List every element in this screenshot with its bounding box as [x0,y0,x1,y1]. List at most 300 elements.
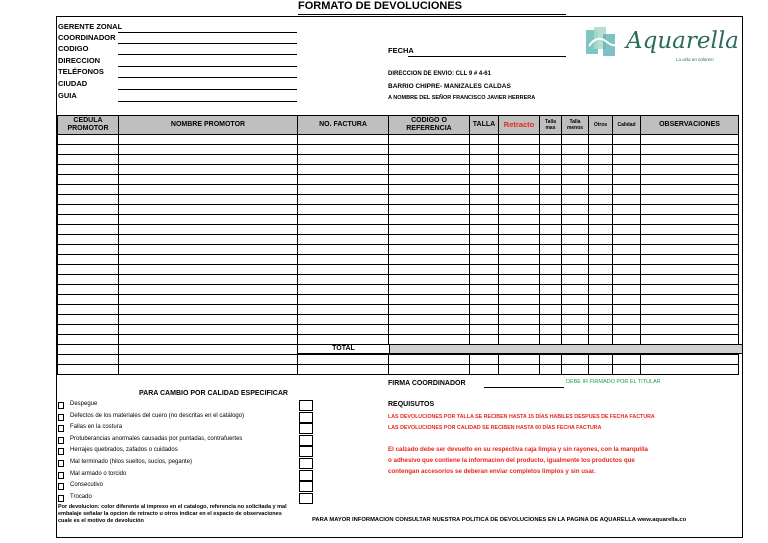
table-cell[interactable] [119,255,298,265]
table-cell[interactable] [613,315,641,325]
table-cell[interactable] [562,305,589,315]
quality-option [58,399,244,411]
table-cell[interactable] [540,285,562,295]
table-cell[interactable] [589,315,613,325]
table-cell[interactable] [470,235,499,245]
quality-checkbox[interactable] [299,481,313,492]
table-cell[interactable] [562,175,589,185]
table-cell[interactable] [58,135,119,145]
table-cell[interactable] [58,365,119,375]
quality-checkbox[interactable] [299,493,313,504]
table-cell[interactable] [499,185,540,195]
table-cell[interactable] [641,355,739,365]
table-cell[interactable] [562,265,589,275]
table-cell[interactable] [470,205,499,215]
table-cell[interactable] [562,195,589,205]
table-cell[interactable] [641,165,739,175]
table-cell[interactable] [540,145,562,155]
table-cell[interactable] [389,175,470,185]
table-cell[interactable] [589,285,613,295]
table-cell[interactable] [470,225,499,235]
table-cell[interactable] [540,245,562,255]
quality-checkbox[interactable] [299,446,313,457]
table-cell[interactable] [641,135,739,145]
bullet-icon [58,425,64,432]
table-cell[interactable] [562,205,589,215]
table-row [58,235,739,245]
table-cell[interactable] [613,135,641,145]
table-cell[interactable] [562,255,589,265]
signature-line[interactable] [484,387,564,388]
table-cell[interactable] [499,355,540,365]
table-cell[interactable] [589,355,613,365]
table-cell[interactable] [540,205,562,215]
table-cell[interactable] [562,295,589,305]
table-cell[interactable] [389,305,470,315]
table-cell[interactable] [298,325,389,335]
table-cell[interactable] [470,185,499,195]
table-cell[interactable] [613,305,641,315]
table-cell[interactable] [562,185,589,195]
table-cell[interactable] [641,225,739,235]
table-cell[interactable] [613,195,641,205]
table-cell[interactable] [589,155,613,165]
table-cell[interactable] [613,325,641,335]
table-cell[interactable] [499,235,540,245]
table-cell[interactable] [389,205,470,215]
table-cell[interactable] [298,145,389,155]
table-cell[interactable] [562,155,589,165]
table-cell[interactable] [119,365,298,375]
table-cell[interactable] [470,315,499,325]
table-cell[interactable] [298,315,389,325]
table-cell[interactable] [58,275,119,285]
table-cell[interactable] [499,315,540,325]
fecha-input[interactable] [408,56,566,57]
table-cell[interactable] [119,305,298,315]
table-cell[interactable] [613,275,641,285]
table-cell[interactable] [613,215,641,225]
quality-note: Por devolucion: color diferente al impreso en el catalogo, referencia no solicitada y mal embalaje señalar la opcion de retracto u otros indicar en el espacio de observaciones cuale es el motivo de devolución [58,504,287,524]
table-cell[interactable] [613,155,641,165]
table-cell[interactable] [540,275,562,285]
table-cell[interactable] [58,355,119,365]
table-cell[interactable] [499,135,540,145]
table-row [58,285,739,295]
table-cell[interactable] [589,275,613,285]
header-field-input[interactable] [118,43,297,44]
table-cell[interactable] [58,255,119,265]
table-cell[interactable] [470,275,499,285]
table-cell[interactable] [298,175,389,185]
table-cell[interactable] [562,215,589,225]
table-cell[interactable] [540,265,562,275]
table-cell[interactable] [58,285,119,295]
table-cell[interactable] [499,275,540,285]
table-cell[interactable] [499,305,540,315]
table-cell[interactable] [389,365,470,375]
table-cell[interactable] [119,135,298,145]
table-cell[interactable] [540,135,562,145]
table-cell[interactable] [641,235,739,245]
table-cell[interactable] [641,195,739,205]
quality-option [58,445,244,457]
table-cell[interactable] [499,365,540,375]
table-cell[interactable] [499,225,540,235]
header-field-input[interactable] [118,89,297,90]
table-cell[interactable] [562,355,589,365]
table-cell[interactable] [540,355,562,365]
table-cell[interactable] [499,165,540,175]
table-cell[interactable] [499,255,540,265]
table-cell[interactable] [119,355,298,365]
table-cell[interactable] [298,205,389,215]
table-cell[interactable] [389,195,470,205]
table-cell[interactable] [298,155,389,165]
aquarella-logo-icon [585,26,625,63]
table-cell[interactable] [589,135,613,145]
table-cell[interactable] [589,245,613,255]
table-row [58,145,739,155]
table-cell[interactable] [641,185,739,195]
quality-checkbox[interactable] [299,435,313,446]
bullet-icon [58,448,64,455]
table-cell[interactable] [119,275,298,285]
table-cell[interactable] [641,265,739,275]
table-cell[interactable] [119,265,298,275]
table-cell[interactable] [389,335,470,345]
table-cell[interactable] [470,265,499,275]
table-cell[interactable] [562,225,589,235]
table-cell[interactable] [470,325,499,335]
table-cell[interactable] [119,345,298,355]
brand-tagline: La vida en colores! [676,57,714,62]
table-cell[interactable] [389,135,470,145]
table-cell[interactable] [641,145,739,155]
table-cell[interactable] [389,215,470,225]
table-cell[interactable] [540,335,562,345]
table-row [58,325,739,335]
table-cell[interactable] [589,205,613,215]
table-cell[interactable] [562,235,589,245]
table-cell[interactable] [540,215,562,225]
table-cell[interactable] [298,135,389,145]
table-cell[interactable] [298,215,389,225]
quality-checkbox[interactable] [299,458,313,469]
table-cell[interactable] [298,275,389,285]
table-cell[interactable] [470,215,499,225]
table-cell[interactable] [58,345,119,355]
table-cell[interactable] [470,145,499,155]
table-cell[interactable] [540,185,562,195]
table-cell[interactable] [58,205,119,215]
table-cell[interactable] [499,175,540,185]
table-cell[interactable] [613,225,641,235]
table-cell[interactable] [470,305,499,315]
table-cell[interactable] [58,235,119,245]
table-cell[interactable] [298,245,389,255]
header-field-input[interactable] [118,32,297,33]
table-cell[interactable] [298,285,389,295]
table-cell[interactable] [641,245,739,255]
table-cell[interactable] [613,335,641,345]
table-cell[interactable] [58,315,119,325]
table-cell[interactable] [613,235,641,245]
table-cell[interactable] [119,295,298,305]
table-cell[interactable] [641,325,739,335]
table-cell[interactable] [641,315,739,325]
table-cell[interactable] [540,315,562,325]
table-cell[interactable] [540,365,562,375]
table-cell[interactable] [613,185,641,195]
col-talla-menos: Talla menos [562,116,589,135]
table-cell[interactable] [589,175,613,185]
table-cell[interactable] [499,325,540,335]
table-cell[interactable] [589,365,613,375]
table-cell[interactable] [389,145,470,155]
table-cell[interactable] [298,235,389,245]
table-cell[interactable] [562,315,589,325]
table-cell[interactable] [613,165,641,175]
table-cell[interactable] [389,245,470,255]
table-cell[interactable] [589,165,613,175]
table-cell[interactable] [540,165,562,175]
table-cell[interactable] [58,175,119,185]
table-cell[interactable] [470,135,499,145]
table-cell[interactable] [389,275,470,285]
requirement-p2: o adhesivo que contiene la informacion del producto, igualmente los productos que [388,457,635,464]
shipping-line-1: DIRECCION DE ENVIO: CLL 9 # 4-61 [388,71,491,77]
table-cell[interactable] [540,235,562,245]
table-cell[interactable] [540,255,562,265]
table-cell[interactable] [562,275,589,285]
table-cell[interactable] [562,135,589,145]
table-cell[interactable] [613,265,641,275]
table-cell[interactable] [613,355,641,365]
table-cell[interactable] [641,275,739,285]
table-cell[interactable] [613,295,641,305]
table-cell[interactable] [119,175,298,185]
table-cell[interactable] [499,195,540,205]
table-cell[interactable] [470,175,499,185]
table-cell[interactable] [298,355,389,365]
header-field-input[interactable] [118,77,297,78]
table-cell[interactable] [119,315,298,325]
table-cell[interactable] [613,365,641,375]
table-cell[interactable] [641,295,739,305]
table-cell[interactable] [470,195,499,205]
table-cell[interactable] [298,255,389,265]
table-cell[interactable] [58,165,119,175]
table-cell[interactable] [499,245,540,255]
table-cell[interactable] [470,285,499,295]
header-field-label: GERENTE ZONAL [58,22,123,31]
table-cell[interactable] [389,255,470,265]
table-cell[interactable] [589,225,613,235]
table-cell[interactable] [470,245,499,255]
table-cell[interactable] [641,365,739,375]
table-cell[interactable] [119,245,298,255]
table-cell[interactable] [562,335,589,345]
table-cell[interactable] [119,155,298,165]
table-cell[interactable] [589,195,613,205]
table-cell[interactable] [389,265,470,275]
table-cell[interactable] [119,145,298,155]
table-cell[interactable] [613,245,641,255]
table-cell[interactable] [58,155,119,165]
table-cell[interactable] [499,265,540,275]
table-cell[interactable] [389,235,470,245]
table-cell[interactable] [613,205,641,215]
shipping-line-3: A NOMBRE DEL SEÑOR FRANCISCO JAVIER HERRERA [388,95,536,101]
table-cell[interactable] [589,215,613,225]
table-cell[interactable] [58,295,119,305]
table-cell[interactable] [298,195,389,205]
header-field-input[interactable] [118,54,297,55]
table-cell[interactable] [298,165,389,175]
table-cell[interactable] [540,175,562,185]
table-cell[interactable] [499,155,540,165]
table-cell[interactable] [389,155,470,165]
table-cell[interactable] [298,265,389,275]
table-cell[interactable] [641,215,739,225]
table-cell[interactable] [298,225,389,235]
header-field-label: GUIA [58,91,77,100]
table-cell[interactable] [119,215,298,225]
table-cell[interactable] [58,305,119,315]
table-cell[interactable] [589,295,613,305]
table-cell[interactable] [540,295,562,305]
table-cell[interactable] [119,325,298,335]
table-cell[interactable] [540,305,562,315]
table-cell[interactable] [119,285,298,295]
table-cell[interactable] [589,185,613,195]
table-cell[interactable] [499,285,540,295]
table-row [58,335,739,345]
table-cell[interactable] [298,305,389,315]
table-cell[interactable] [540,225,562,235]
header-field-label: CODIGO [58,44,89,53]
table-cell[interactable] [589,305,613,315]
table-cell[interactable] [58,185,119,195]
table-cell[interactable] [613,175,641,185]
table-cell[interactable] [389,315,470,325]
table-cell[interactable] [641,175,739,185]
table-cell[interactable] [562,285,589,295]
table-cell[interactable] [470,295,499,305]
table-cell[interactable] [119,235,298,245]
table-cell[interactable] [298,335,389,345]
table-cell[interactable] [641,285,739,295]
table-cell[interactable] [389,225,470,235]
table-cell[interactable] [641,305,739,315]
table-cell[interactable] [470,155,499,165]
table-cell[interactable] [470,255,499,265]
table-cell[interactable] [389,295,470,305]
table-cell[interactable] [119,165,298,175]
table-cell[interactable] [589,145,613,155]
table-cell[interactable] [119,335,298,345]
table-cell[interactable] [470,335,499,345]
table-cell[interactable] [613,255,641,265]
table-cell[interactable] [298,185,389,195]
table-cell[interactable] [562,245,589,255]
table-cell[interactable] [641,255,739,265]
table-cell[interactable] [562,365,589,375]
quality-checkbox[interactable] [299,423,313,434]
quality-checkbox[interactable] [299,400,313,411]
table-cell[interactable] [389,325,470,335]
table-cell[interactable] [58,325,119,335]
table-cell[interactable] [589,235,613,245]
table-cell[interactable] [589,335,613,345]
table-cell[interactable] [499,215,540,225]
quality-option-label: Protuberancias anormales causadas por puntadas, contrafuertes [70,435,243,442]
table-cell[interactable] [389,355,470,365]
brand-name: Aquarella [626,28,739,54]
table-cell[interactable] [499,335,540,345]
quality-checkbox[interactable] [299,412,313,423]
table-cell[interactable] [562,325,589,335]
table-cell[interactable] [58,245,119,255]
table-cell[interactable] [298,295,389,305]
table-cell[interactable] [613,285,641,295]
requirements-title: REQUISUTOS [388,401,435,408]
table-cell[interactable] [641,335,739,345]
table-cell[interactable] [389,285,470,295]
table-cell[interactable] [641,205,739,215]
table-cell[interactable] [470,355,499,365]
table-row [58,295,739,305]
table-cell[interactable] [540,155,562,165]
table-cell[interactable] [58,265,119,275]
table-row [58,255,739,265]
table-cell[interactable] [499,145,540,155]
table-cell[interactable] [389,185,470,195]
quality-checkbox[interactable] [299,470,313,481]
table-cell[interactable] [389,165,470,175]
table-cell[interactable] [499,205,540,215]
table-cell[interactable] [562,145,589,155]
table-cell[interactable] [58,225,119,235]
header-field-input[interactable] [118,101,297,102]
table-cell[interactable] [641,155,739,165]
table-cell[interactable] [58,335,119,345]
table-cell[interactable] [119,205,298,215]
table-cell[interactable] [613,145,641,155]
table-cell[interactable] [589,325,613,335]
table-cell[interactable] [470,165,499,175]
table-cell[interactable] [562,165,589,175]
table-cell[interactable] [58,215,119,225]
table-cell[interactable] [58,195,119,205]
quality-option [58,457,244,469]
table-cell[interactable] [470,365,499,375]
table-cell[interactable] [540,325,562,335]
table-cell[interactable] [119,185,298,195]
bullet-icon [58,472,64,479]
table-cell[interactable] [589,255,613,265]
table-cell[interactable] [58,145,119,155]
table-cell[interactable] [589,265,613,275]
table-cell[interactable] [119,195,298,205]
table-cell[interactable] [119,225,298,235]
header-field-input[interactable] [118,66,297,67]
table-cell[interactable] [499,295,540,305]
quality-option [58,422,244,434]
table-cell[interactable] [540,195,562,205]
table-cell[interactable] [298,365,389,375]
